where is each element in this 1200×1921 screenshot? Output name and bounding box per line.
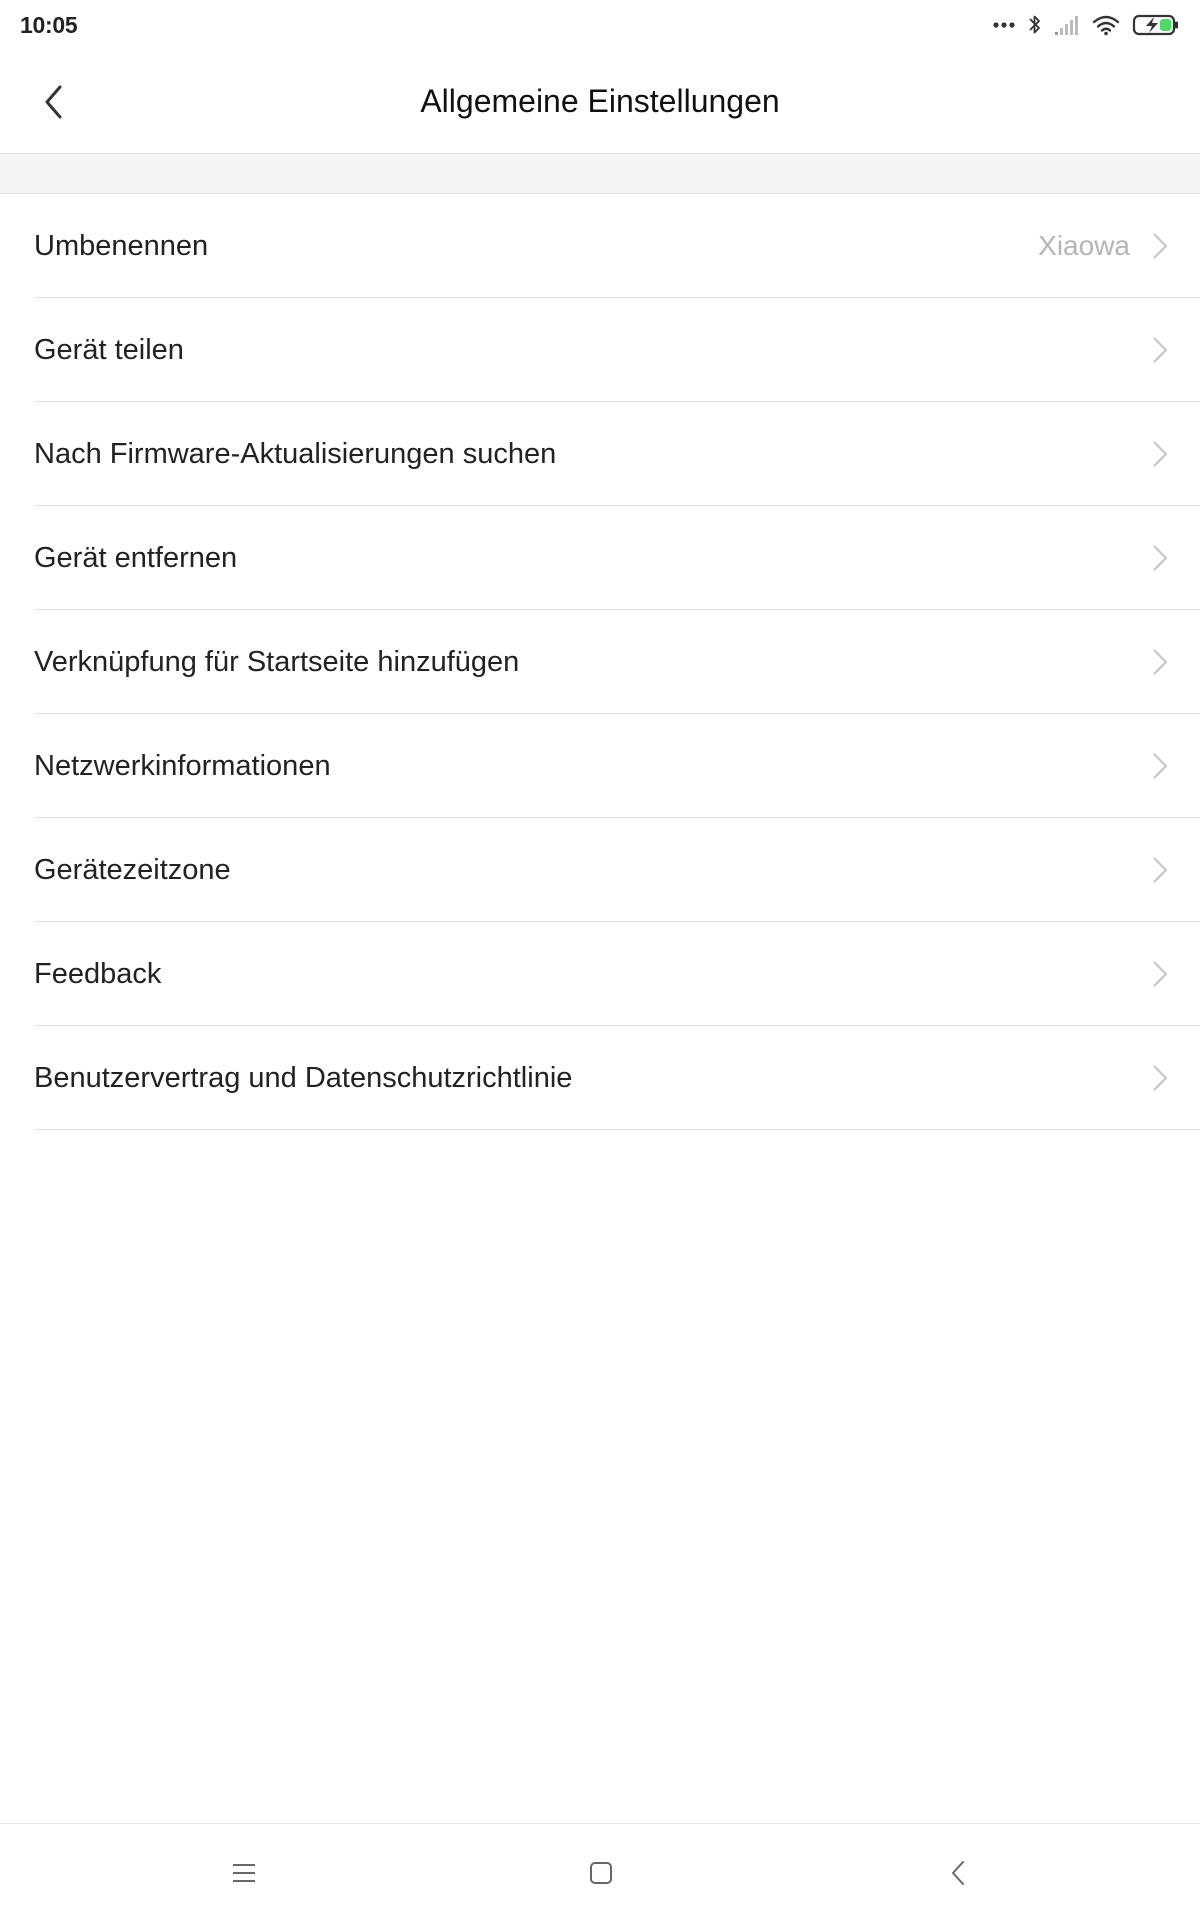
- battery-charging-icon: [1132, 13, 1180, 37]
- more-dots-icon: [992, 21, 1016, 29]
- settings-list: [0, 194, 1200, 1130]
- chevron-right-icon: [1152, 752, 1168, 780]
- signal-icon: [1054, 14, 1080, 36]
- item-label: Gerätezeitzone: [34, 854, 231, 886]
- settings-item-feedback[interactable]: [0, 922, 1200, 1026]
- wifi-icon: [1092, 14, 1120, 36]
- item-label: Benutzervertrag und Datenschutzrichtlinie: [34, 1062, 573, 1094]
- chevron-right-icon: [1152, 960, 1168, 988]
- app-header: [0, 50, 1200, 154]
- settings-item-remove-device[interactable]: [0, 506, 1200, 610]
- chevron-right-icon: [1152, 648, 1168, 676]
- settings-item-share-device[interactable]: [0, 298, 1200, 402]
- settings-item-network-info[interactable]: [0, 714, 1200, 818]
- item-label: Gerät teilen: [34, 334, 184, 366]
- chevron-right-icon: [1152, 440, 1168, 468]
- chevron-right-icon: [1152, 856, 1168, 884]
- settings-item-firmware-update[interactable]: [0, 402, 1200, 506]
- home-square-icon: [588, 1860, 614, 1886]
- bluetooth-icon: [1028, 13, 1042, 37]
- system-nav-bar: [0, 1823, 1200, 1921]
- nav-home-button[interactable]: [577, 1849, 625, 1897]
- settings-item-user-agreement[interactable]: [0, 1026, 1200, 1130]
- chevron-right-icon: [1152, 544, 1168, 572]
- section-gap: [0, 154, 1200, 194]
- nav-back-button[interactable]: [935, 1849, 983, 1897]
- page-title: Allgemeine Einstellungen: [420, 83, 780, 119]
- settings-item-rename[interactable]: [0, 194, 1200, 298]
- chevron-right-icon: [1152, 232, 1168, 260]
- chevron-right-icon: [1152, 336, 1168, 364]
- item-label: Umbenennen: [34, 230, 209, 262]
- menu-icon: [231, 1862, 257, 1884]
- back-chevron-icon: [949, 1859, 969, 1887]
- item-label: Verknüpfung für Startseite hinzufügen: [34, 646, 520, 678]
- device-name-value: Xiaowa: [1038, 230, 1130, 261]
- chevron-right-icon: [1152, 1064, 1168, 1092]
- item-label: Netzwerkinformationen: [34, 750, 331, 782]
- settings-item-device-timezone[interactable]: [0, 818, 1200, 922]
- status-bar: [0, 0, 1200, 50]
- status-icons: [992, 10, 1180, 40]
- item-label: Feedback: [34, 958, 162, 990]
- item-label: Nach Firmware-Aktualisierungen suchen: [34, 438, 557, 470]
- status-time: 10:05: [20, 12, 78, 38]
- nav-menu-button[interactable]: [220, 1849, 268, 1897]
- settings-item-add-shortcut[interactable]: [0, 610, 1200, 714]
- item-label: Gerät entfernen: [34, 542, 238, 574]
